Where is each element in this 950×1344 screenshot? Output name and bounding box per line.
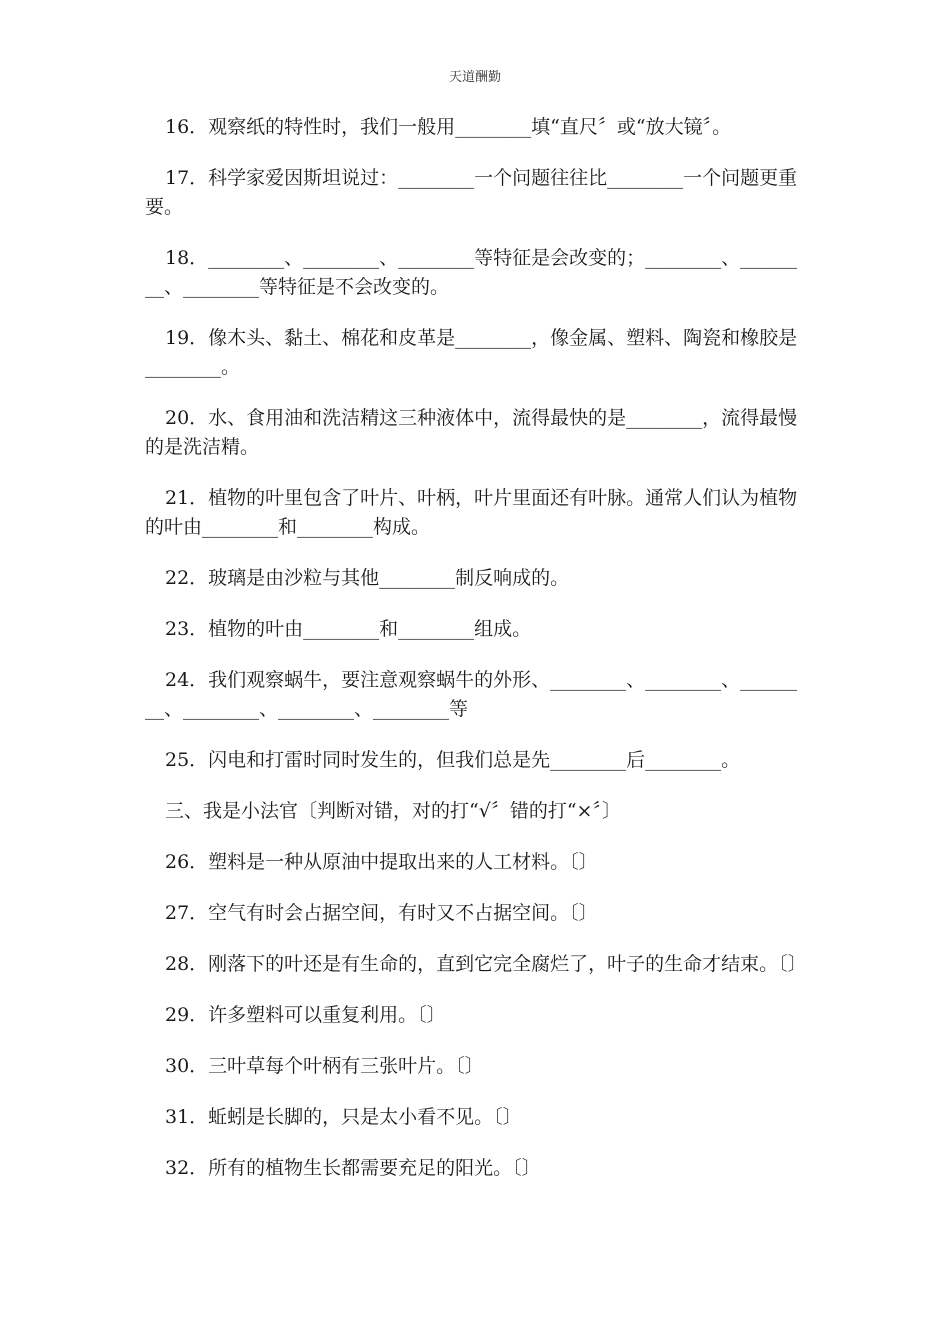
question-23: 23．植物的叶由________和________组成。 <box>165 618 532 640</box>
question-30: 30．三叶草每个叶柄有三张叶片。〔〕 <box>165 1055 484 1077</box>
question-17: 17．科学家爱因斯坦说过：________一个问题往往比________一个问题更重要。 <box>145 167 798 218</box>
question-31: 31．蚯蚓是长脚的，只是太小看不见。〔〕 <box>165 1106 522 1128</box>
question-26: 26．塑料是一种从原油中提取出来的人工材料。〔〕 <box>165 851 598 873</box>
question-18: 18．________、________、________等特征是会改变的；________、________、________等特征是不会改变的。 <box>145 247 798 298</box>
question-20: 20．水、食用油和洗洁精这三种液体中，流得最快的是________，流得最慢的是洗洁精。 <box>145 407 798 458</box>
question-28: 28．刚落下的叶还是有生命的，直到它完全腐烂了，叶子的生命才结束。〔〕 <box>165 953 807 975</box>
question-32: 32．所有的植物生长都需要充足的阳光。〔〕 <box>165 1157 541 1179</box>
question-24: 24．我们观察蜗牛，要注意观察蜗牛的外形、________、________、________、________、________、________等 <box>145 669 798 720</box>
question-29: 29．许多塑料可以重复利用。〔〕 <box>165 1004 446 1026</box>
page-header: 天道酬勤 <box>448 70 501 85</box>
question-21: 21．植物的叶里包含了叶片、叶柄，叶片里面还有叶脉。通常人们认为植物的叶由________和________构成。 <box>145 487 798 538</box>
question-22: 22．玻璃是由沙粒与其他________制反响成的。 <box>165 567 570 589</box>
document-body <box>145 113 805 1205</box>
section-heading-judgement: 三、我是小法官〔判断对错，对的打“√〞错的打“×〞〕 <box>165 800 621 822</box>
question-16: 16．观察纸的特性时，我们一般用________填“直尺〞或“放大镜〞。 <box>165 116 732 138</box>
question-19: 19．像木头、黏土、棉花和皮革是________，像金属、塑料、陶瓷和橡胶是________。 <box>145 327 798 378</box>
question-27: 27．空气有时会占据空间，有时又不占据空间。〔〕 <box>165 902 598 924</box>
question-25: 25．闪电和打雷时同时发生的，但我们总是先________后________。 <box>165 749 741 771</box>
